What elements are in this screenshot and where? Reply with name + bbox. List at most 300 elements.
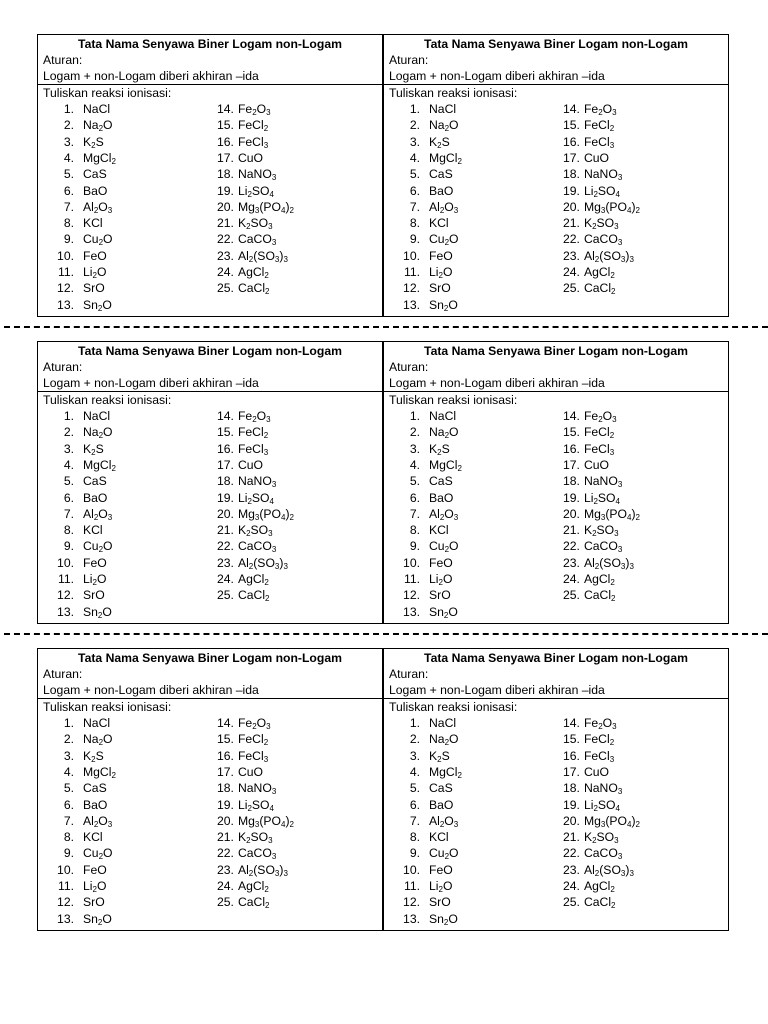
item-number: 3. (63, 441, 74, 456)
compound-formula: SrO (429, 281, 451, 296)
item-number: 8. (409, 216, 420, 231)
item-number: 20. (563, 506, 580, 521)
compound-formula: $Mg_3(PO_4)_2$ (237, 199, 294, 215)
compound-formula: FeCl$_2$ (583, 118, 615, 134)
compound-item (44, 797, 107, 813)
item-number: 16. (217, 441, 234, 456)
compound-formula: $Al_2(SO_3)_3$ (237, 248, 288, 264)
item-number: 12. (403, 281, 420, 296)
item-number: 1. (409, 409, 420, 423)
compound-formula: FeCl$_2$ (583, 732, 615, 748)
compound-item (563, 199, 640, 215)
item-number: 20. (217, 813, 234, 828)
compound-formula: $K_2SO_3$ (583, 523, 619, 539)
compound-item (217, 506, 294, 522)
item-number: 22. (563, 539, 580, 554)
item-number: 14. (217, 716, 234, 730)
compound-item (390, 473, 453, 489)
compound-item (44, 604, 112, 620)
compound-item (44, 297, 112, 313)
compound-formula: AgCl$_2$ (583, 265, 615, 280)
compound-formula: $Na_2O$ (83, 425, 113, 441)
compound-formula: $Al_2O_3$ (429, 506, 459, 522)
item-number: 17. (217, 764, 234, 779)
item-number: 8. (63, 216, 74, 231)
item-number: 3. (409, 441, 420, 456)
item-number: 23. (217, 555, 234, 570)
item-number: 19. (217, 490, 234, 505)
compound-item (217, 117, 268, 133)
compound-item (390, 797, 453, 813)
compound-formula: CaCO$_3$ (583, 232, 623, 248)
compound-item (563, 715, 617, 731)
compound-formula: FeO (83, 555, 107, 570)
compound-item (44, 280, 105, 296)
compound-formula: MgCl$_2$ (83, 150, 116, 166)
compound-item (44, 715, 110, 731)
compound-formula: AgCl$_2$ (237, 265, 269, 280)
compound-formula: $Cu_2O$ (429, 232, 459, 248)
item-number: 25. (217, 895, 234, 910)
item-number: 19. (563, 183, 580, 198)
compound-item (563, 490, 620, 506)
compound-formula: $Al_2O_3$ (83, 199, 113, 215)
item-number: 13. (57, 604, 74, 619)
compound-formula: BaO (83, 183, 108, 198)
compound-item (44, 134, 104, 150)
compound-formula: $Li_2O$ (83, 265, 107, 280)
compound-formula: MgCl$_2$ (83, 764, 116, 780)
item-number: 12. (57, 895, 74, 910)
worksheet-card (383, 648, 729, 931)
worksheet-card (383, 34, 729, 317)
compound-item (217, 715, 271, 731)
compound-formula: $Cu_2O$ (83, 846, 113, 862)
compound-formula: FeO (83, 248, 107, 263)
item-number: 10. (57, 555, 74, 570)
item-number: 13. (403, 604, 420, 619)
compound-item (44, 215, 103, 231)
compound-item (44, 813, 112, 829)
compound-formula: NaCl (429, 716, 457, 730)
item-number: 4. (63, 150, 74, 165)
item-number: 14. (217, 102, 234, 116)
compound-item (390, 780, 453, 796)
compound-formula: $Fe_2O_3$ (583, 409, 617, 424)
compound-item (44, 764, 116, 780)
compound-formula: CuO (237, 457, 264, 472)
compound-formula: CaS (83, 474, 107, 489)
compound-item (390, 199, 458, 215)
compound-item (563, 748, 614, 764)
compound-formula: KCl (83, 216, 103, 231)
compound-item (563, 587, 616, 603)
item-number: 20. (217, 199, 234, 214)
compound-formula: $Li_2O$ (429, 572, 453, 587)
worksheet-card (37, 34, 383, 317)
item-number: 6. (63, 797, 74, 812)
compound-formula: NaNO$_3$ (583, 781, 623, 797)
item-number: 8. (63, 830, 74, 845)
item-number: 3. (409, 748, 420, 763)
compound-formula: NaNO$_3$ (237, 474, 277, 490)
compound-item (44, 248, 107, 264)
item-number: 6. (409, 490, 420, 505)
worksheet-card (383, 341, 729, 624)
compound-item (390, 894, 451, 910)
compound-list (38, 408, 382, 624)
compound-item (563, 522, 619, 538)
item-number: 15. (563, 425, 580, 440)
compound-item (563, 408, 617, 424)
item-number: 4. (63, 764, 74, 779)
item-number: 9. (409, 539, 420, 554)
compound-item (390, 813, 458, 829)
compound-item (44, 441, 104, 457)
compound-item (44, 117, 113, 133)
compound-item (44, 408, 110, 424)
compound-item (44, 490, 107, 506)
compound-item (44, 845, 113, 861)
compound-item (563, 780, 622, 796)
compound-formula: $Mg_3(PO_4)_2$ (583, 506, 640, 522)
compound-formula: $Cu_2O$ (83, 232, 113, 248)
compound-formula: CaS (429, 167, 453, 182)
item-number: 2. (409, 118, 420, 133)
compound-formula: $K_2SO_3$ (583, 830, 619, 846)
item-number: 5. (409, 474, 420, 489)
item-number: 24. (217, 572, 234, 586)
item-number: 9. (409, 846, 420, 861)
item-number: 12. (403, 895, 420, 910)
compound-item (390, 280, 451, 296)
compound-formula: MgCl$_2$ (429, 457, 462, 473)
compound-list (384, 408, 728, 624)
compound-item (217, 878, 269, 894)
compound-formula: $Li_2O$ (429, 879, 453, 894)
compound-item (390, 878, 452, 894)
compound-formula: KCl (83, 830, 103, 845)
compound-formula: AgCl$_2$ (237, 879, 269, 894)
item-number: 10. (403, 862, 420, 877)
rule-text: Logam + non-Logam diberi akhiran –ida (38, 68, 382, 85)
item-number: 21. (563, 830, 580, 845)
compound-item (390, 134, 450, 150)
compound-item (217, 731, 268, 747)
compound-item (390, 297, 458, 313)
item-number: 9. (63, 539, 74, 554)
compound-item (390, 731, 459, 747)
card-title: Tata Nama Senyawa Biner Logam non-Logam (78, 344, 342, 358)
item-number: 12. (403, 588, 420, 603)
card-title: Tata Nama Senyawa Biner Logam non-Logam (424, 37, 688, 51)
compound-formula: CaCl$_2$ (583, 895, 616, 911)
compound-formula: NaCl (429, 102, 457, 116)
compound-formula: BaO (83, 490, 108, 505)
item-number: 19. (563, 490, 580, 505)
cut-line (4, 633, 768, 635)
compound-item (217, 748, 268, 764)
compound-item (217, 215, 273, 231)
item-number: 7. (63, 506, 74, 521)
compound-formula: $Li_2O$ (83, 572, 107, 587)
compound-formula: $Mg_3(PO_4)_2$ (237, 506, 294, 522)
compound-formula: $Na_2O$ (429, 732, 459, 748)
compound-formula: $Al_2(SO_3)_3$ (583, 555, 634, 571)
compound-formula: $Fe_2O_3$ (237, 102, 271, 117)
item-number: 8. (409, 830, 420, 845)
compound-item (217, 894, 270, 910)
item-number: 7. (63, 199, 74, 214)
item-number: 3. (63, 134, 74, 149)
compound-item (390, 522, 449, 538)
compound-item (217, 571, 269, 587)
compound-formula: $Mg_3(PO_4)_2$ (583, 813, 640, 829)
compound-list (38, 101, 382, 317)
compound-item (217, 490, 274, 506)
item-number: 23. (563, 248, 580, 263)
item-number: 22. (217, 539, 234, 554)
compound-item (390, 862, 453, 878)
compound-item (390, 150, 462, 166)
compound-formula: CaS (429, 781, 453, 796)
item-number: 10. (57, 862, 74, 877)
item-number: 17. (563, 764, 580, 779)
compound-item (563, 457, 609, 473)
section-label: Tuliskan reaksi ionisasi: (43, 393, 172, 407)
compound-item (44, 555, 107, 571)
item-number: 11. (57, 265, 74, 279)
rule-text: Logam + non-Logam diberi akhiran –ida (38, 375, 382, 392)
item-number: 17. (217, 150, 234, 165)
compound-item (44, 587, 105, 603)
item-number: 2. (409, 732, 420, 747)
compound-item (390, 117, 459, 133)
item-number: 6. (63, 490, 74, 505)
compound-formula: MgCl$_2$ (429, 764, 462, 780)
item-number: 17. (563, 150, 580, 165)
item-number: 21. (217, 523, 234, 538)
item-number: 25. (563, 895, 580, 910)
item-number: 15. (217, 425, 234, 440)
compound-item (217, 101, 271, 117)
compound-formula: FeCl$_3$ (583, 748, 615, 764)
item-number: 16. (217, 748, 234, 763)
compound-formula: $K_2S$ (83, 134, 104, 150)
item-number: 12. (57, 588, 74, 603)
compound-item (563, 862, 634, 878)
item-number: 11. (57, 572, 74, 586)
compound-item (563, 101, 617, 117)
section-label: Tuliskan reaksi ionisasi: (43, 700, 172, 714)
compound-item (390, 538, 459, 554)
item-number: 4. (63, 457, 74, 472)
item-number: 17. (217, 457, 234, 472)
item-number: 18. (563, 474, 580, 489)
item-number: 16. (563, 134, 580, 149)
compound-item (563, 117, 614, 133)
compound-formula: SrO (429, 895, 451, 910)
item-number: 24. (563, 265, 580, 279)
item-number: 11. (403, 572, 420, 586)
worksheet-card (37, 648, 383, 931)
compound-formula: KCl (429, 216, 449, 231)
compound-item (217, 199, 294, 215)
item-number: 7. (409, 813, 420, 828)
section-label: Tuliskan reaksi ionisasi: (389, 393, 518, 407)
item-number: 23. (217, 862, 234, 877)
compound-item (217, 764, 263, 780)
item-number: 15. (563, 732, 580, 747)
compound-item (390, 555, 453, 571)
compound-item (563, 571, 615, 587)
item-number: 25. (563, 281, 580, 296)
compound-item (563, 150, 609, 166)
compound-formula: FeO (429, 248, 453, 263)
compound-formula: $Fe_2O_3$ (583, 716, 617, 731)
compound-formula: $Mg_3(PO_4)_2$ (583, 199, 640, 215)
item-number: 22. (563, 846, 580, 861)
compound-item (563, 764, 609, 780)
card-title: Tata Nama Senyawa Biner Logam non-Logam (424, 651, 688, 665)
item-number: 19. (217, 183, 234, 198)
compound-item (44, 829, 103, 845)
compound-item (217, 813, 294, 829)
compound-formula: $Li_2O$ (83, 879, 107, 894)
item-number: 1. (63, 409, 74, 423)
compound-formula: $Na_2O$ (429, 425, 459, 441)
compound-item (390, 101, 456, 117)
compound-formula: CuO (583, 764, 610, 779)
item-number: 16. (563, 748, 580, 763)
compound-item (563, 183, 620, 199)
compound-item (217, 555, 288, 571)
compound-item (44, 731, 113, 747)
item-number: 22. (217, 232, 234, 247)
compound-formula: SrO (83, 281, 105, 296)
item-number: 2. (63, 425, 74, 440)
compound-formula: CaS (83, 781, 107, 796)
compound-formula: CaS (429, 474, 453, 489)
compound-item (44, 878, 106, 894)
item-number: 14. (563, 409, 580, 423)
compound-item (44, 571, 106, 587)
compound-formula: FeCl$_2$ (237, 425, 269, 441)
compound-item (217, 473, 276, 489)
compound-formula: CuO (583, 150, 610, 165)
compound-item (563, 797, 620, 813)
compound-formula: $Fe_2O_3$ (237, 409, 271, 424)
item-number: 2. (63, 732, 74, 747)
compound-formula: NaCl (83, 102, 111, 116)
item-number: 21. (217, 830, 234, 845)
compound-formula: BaO (429, 490, 454, 505)
compound-formula: $Li_2SO_4$ (237, 183, 274, 199)
item-number: 18. (563, 781, 580, 796)
compound-item (390, 506, 458, 522)
compound-formula: $Li_2O$ (429, 265, 453, 280)
item-number: 20. (563, 813, 580, 828)
compound-item (390, 248, 453, 264)
compound-item (563, 506, 640, 522)
compound-item (217, 522, 273, 538)
compound-formula: BaO (83, 797, 108, 812)
item-number: 23. (217, 248, 234, 263)
compound-item (217, 862, 288, 878)
item-number: 2. (409, 425, 420, 440)
compound-formula: $Al_2(SO_3)_3$ (237, 862, 288, 878)
worksheet-card (37, 341, 383, 624)
item-number: 1. (409, 716, 420, 730)
compound-formula: $Al_2O_3$ (83, 506, 113, 522)
item-number: 13. (403, 911, 420, 926)
compound-item (563, 538, 622, 554)
item-number: 5. (63, 474, 74, 489)
compound-formula: $Li_2SO_4$ (237, 797, 274, 813)
item-number: 9. (63, 232, 74, 247)
item-number: 7. (63, 813, 74, 828)
compound-item (563, 441, 614, 457)
section-label: Tuliskan reaksi ionisasi: (43, 86, 172, 100)
item-number: 13. (57, 911, 74, 926)
compound-formula: SrO (429, 588, 451, 603)
compound-item (44, 231, 113, 247)
compound-item (44, 780, 107, 796)
item-number: 6. (409, 183, 420, 198)
compound-formula: BaO (429, 797, 454, 812)
compound-item (563, 264, 615, 280)
compound-formula: CaCl$_2$ (237, 895, 270, 911)
compound-formula: $Li_2SO_4$ (583, 183, 620, 199)
item-number: 20. (563, 199, 580, 214)
card-title: Tata Nama Senyawa Biner Logam non-Logam (78, 651, 342, 665)
rule-label: Aturan: (43, 53, 83, 67)
compound-item (217, 166, 276, 182)
item-number: 24. (217, 265, 234, 279)
compound-formula: $Na_2O$ (429, 118, 459, 134)
rule-label: Aturan: (389, 360, 429, 374)
item-number: 12. (57, 281, 74, 296)
compound-formula: $Al_2O_3$ (83, 813, 113, 829)
compound-item (217, 457, 263, 473)
compound-formula: NaNO$_3$ (237, 167, 277, 183)
compound-item (563, 813, 640, 829)
compound-item (390, 183, 453, 199)
compound-item (563, 829, 619, 845)
item-number: 24. (563, 572, 580, 586)
compound-formula: MgCl$_2$ (429, 150, 462, 166)
compound-formula: $Al_2O_3$ (429, 199, 459, 215)
rule-text: Logam + non-Logam diberi akhiran –ida (38, 682, 382, 699)
compound-item (44, 506, 112, 522)
compound-item (44, 473, 107, 489)
compound-item (390, 490, 453, 506)
item-number: 18. (217, 781, 234, 796)
compound-formula: $Cu_2O$ (429, 539, 459, 555)
compound-formula: NaNO$_3$ (583, 474, 623, 490)
item-number: 8. (63, 523, 74, 538)
compound-item (217, 264, 269, 280)
compound-formula: FeCl$_3$ (237, 134, 269, 150)
compound-formula: CaCl$_2$ (237, 588, 270, 604)
compound-formula: NaCl (429, 409, 457, 423)
compound-item (44, 911, 112, 927)
item-number: 3. (63, 748, 74, 763)
compound-item (217, 231, 276, 247)
item-number: 14. (563, 716, 580, 730)
compound-formula: $Al_2(SO_3)_3$ (237, 555, 288, 571)
compound-formula: CaCl$_2$ (583, 281, 616, 297)
